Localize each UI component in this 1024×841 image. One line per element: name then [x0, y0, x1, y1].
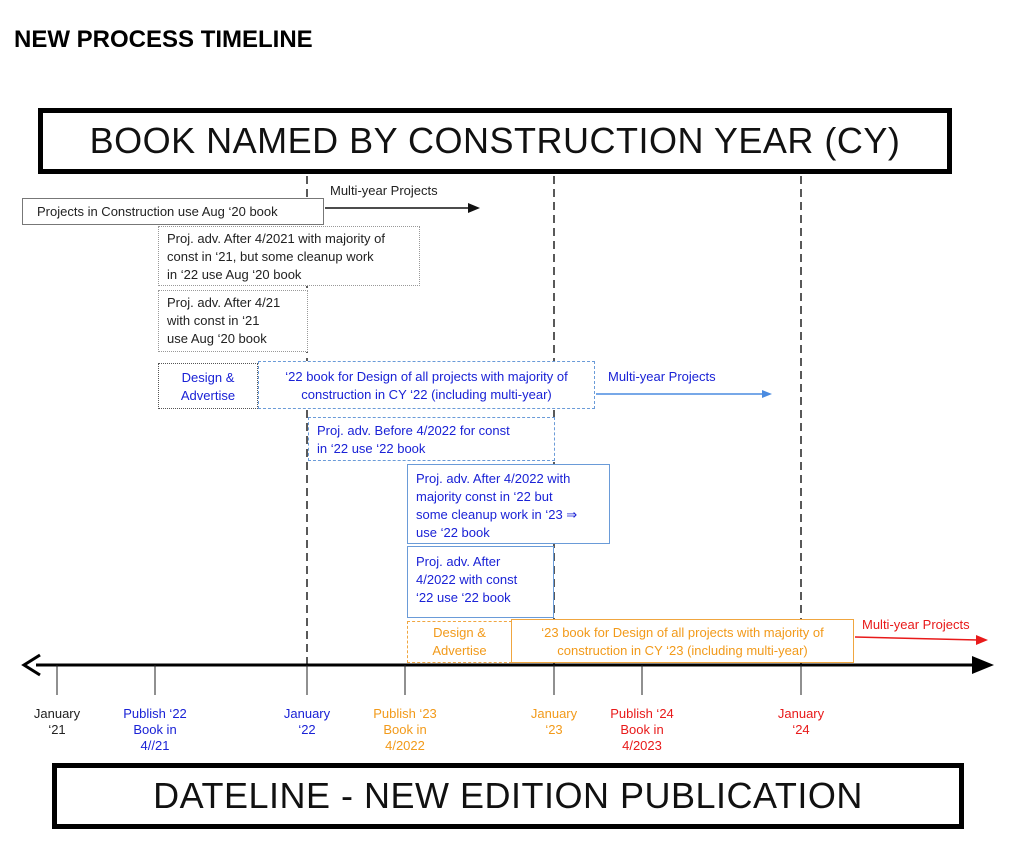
line: in ‘22 use Aug ‘20 book: [167, 267, 302, 282]
page-title: NEW PROCESS TIMELINE: [14, 26, 313, 53]
header-box: BOOK NAMED BY CONSTRUCTION YEAR (CY): [38, 108, 952, 174]
line: with const in ‘21: [167, 313, 260, 328]
line: construction in CY ‘22 (including multi-year): [301, 387, 552, 402]
line: ‘21: [48, 722, 66, 737]
line: ‘22: [298, 722, 316, 737]
line: use ‘22 book: [416, 525, 490, 540]
book23-design-box: [511, 619, 854, 663]
design-advertise-box-2: [407, 621, 512, 663]
multi-year-label-2: Multi-year Projects: [608, 369, 716, 384]
line: Proj. adv. After 4/2021 with majority of: [167, 231, 385, 246]
design-advertise-box-1: [158, 363, 258, 409]
timeline-label-publish22: [110, 706, 200, 754]
book22-design-box: [258, 361, 595, 409]
line: 4/2022: [385, 738, 425, 753]
line: Proj. adv. Before 4/2022 for const: [317, 423, 510, 438]
line: Publish ‘24: [610, 706, 674, 721]
line: use Aug ‘20 book: [167, 331, 267, 346]
timeline-label-jan22: [267, 706, 347, 738]
line: Book in: [620, 722, 664, 737]
timeline-label-publish24: [597, 706, 687, 754]
line: Proj. adv. After 4/21: [167, 295, 281, 310]
multi-year-label-3: Multi-year Projects: [862, 617, 970, 632]
line: ‘23 book for Design of all projects with majority of: [541, 625, 824, 640]
aug20-book-box: Projects in Construction use Aug ‘20 book: [22, 198, 324, 225]
line: January: [33, 706, 81, 721]
line: Advertise: [432, 643, 487, 658]
footer-box: DATELINE - NEW EDITION PUBLICATION: [52, 763, 964, 829]
line: in ‘22 use ‘22 book: [317, 441, 426, 456]
line: Design &: [433, 625, 486, 640]
line: January: [530, 706, 578, 721]
proj-after-4-2022-majority-box: [407, 464, 610, 544]
multi-year-arrow-3: [855, 637, 978, 640]
line: January: [283, 706, 331, 721]
line: ‘22 book for Design of all projects with majority of: [285, 369, 568, 384]
line: 4/2023: [622, 738, 662, 753]
line: some cleanup work in ‘23 ⇒: [416, 507, 578, 522]
line: January: [777, 706, 825, 721]
line: ‘22 use ‘22 book: [416, 590, 511, 605]
line: Publish ‘23: [373, 706, 437, 721]
timeline-label-jan23: [514, 706, 594, 738]
line: Proj. adv. After: [416, 554, 501, 569]
timeline-label-jan24: [761, 706, 841, 738]
line: majority const in ‘22 but: [416, 489, 553, 504]
timeline-label-publish23: [360, 706, 450, 754]
line: 4//21: [140, 738, 170, 753]
timeline-arrow-right: [972, 656, 994, 674]
line: 4/2022 with const: [416, 572, 518, 587]
proj-after-4-2021-box: [158, 226, 420, 286]
line: construction in CY ‘23 (including multi-year): [557, 643, 808, 658]
line: ‘23: [545, 722, 563, 737]
line: Publish ‘22: [123, 706, 187, 721]
line: ‘24: [792, 722, 810, 737]
multi-year-label-1: Multi-year Projects: [330, 183, 438, 198]
proj-after-4-2022-box: [407, 546, 554, 618]
proj-before-4-2022-box: [308, 417, 555, 461]
line: Advertise: [180, 388, 236, 403]
proj-after-4-21-box: [158, 290, 308, 352]
line: const in ‘21, but some cleanup work: [167, 249, 374, 264]
line: Proj. adv. After 4/2022 with: [416, 471, 571, 486]
line: Design &: [181, 370, 235, 385]
timeline-label-jan21: [17, 706, 97, 738]
line: Book in: [383, 722, 427, 737]
line: Book in: [133, 722, 177, 737]
